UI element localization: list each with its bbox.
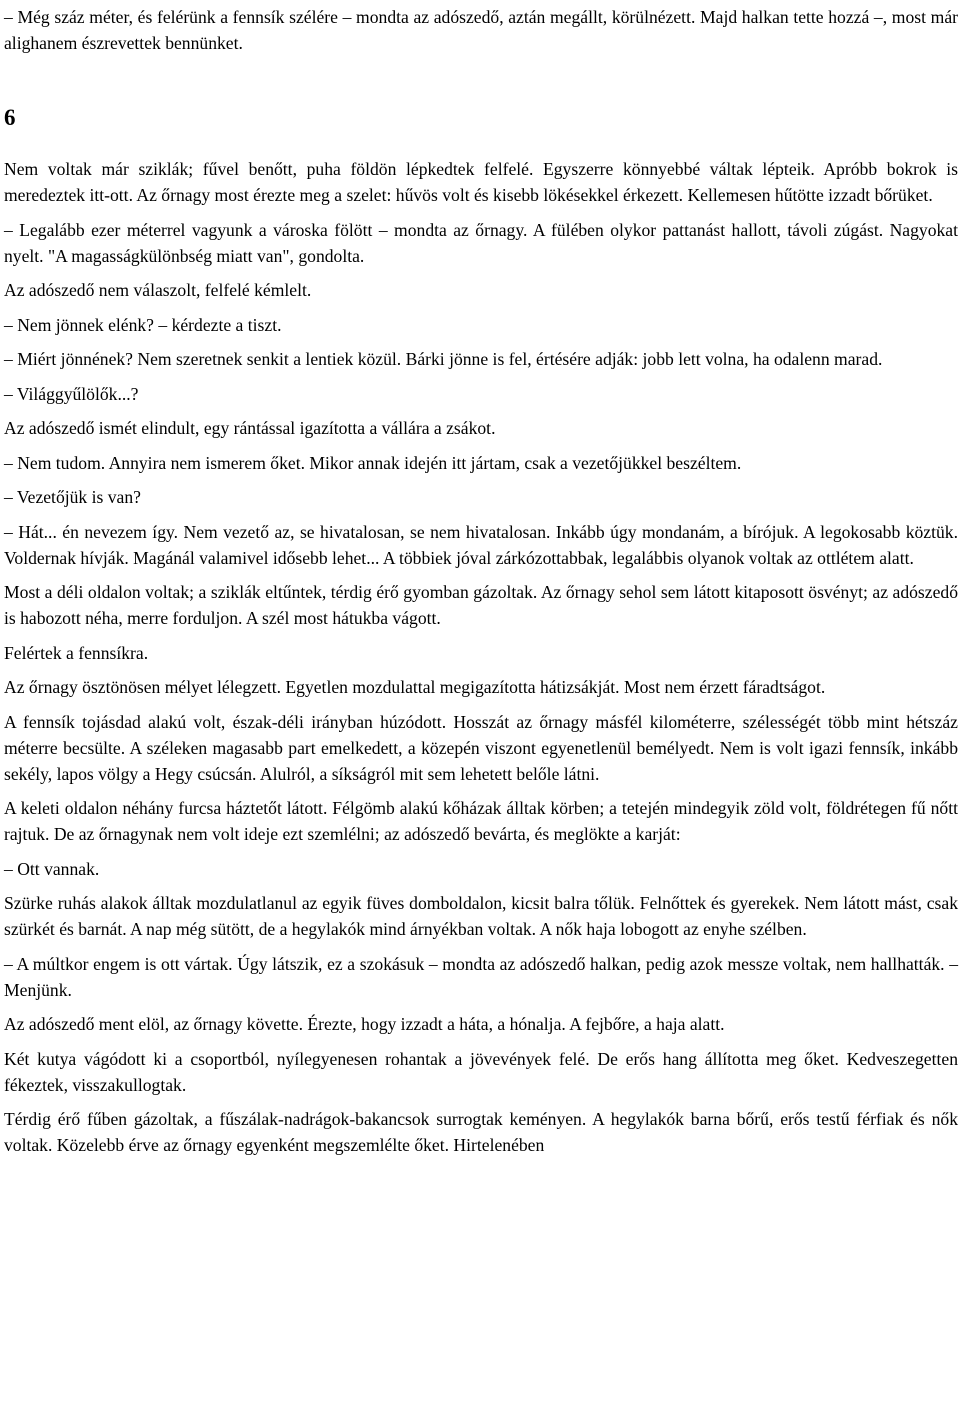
paragraph: – Miért jönnének? Nem szeretnek senkit a lentiek közül. Bárki jönne is fel, értésére adják: jobb lett volna, ha odalenn marad. [4, 349, 883, 369]
paragraph: Két kutya vágódott ki a csoportból, nyílegyenesen rohantak a jövevények felé. De erős hang állította meg őket. Kedveszegetten fékeztek, visszakullogtak. [4, 1048, 958, 1095]
paragraph: – Még száz méter, és felérünk a fennsík szélére – mondta az adószedő, aztán megállt, körülnézett. Majd halkan tette hozzá –, most már alighanem észrevettek bennünket. [4, 7, 958, 53]
paragraph: Az adószedő ismét elindult, egy rántással igazította a vállára a zsákot. [4, 418, 496, 438]
paragraph: Az adószedő ment elöl, az őrnagy követte. Érezte, hogy izzadt a háta, a hónalja. A fejbőre, a haja alatt. [4, 1014, 725, 1034]
paragraph: Az adószedő nem válaszolt, felfelé kémlelt. [4, 280, 312, 300]
document-page [4, 4, 958, 1167]
paragraph: – Ott vannak. [4, 858, 100, 879]
paragraph: – A múltkor engem is ott vártak. Úgy látszik, ez a szokásuk – mondta az adószedő halkan, pedig azok messze voltak, nem hallhatták. – Menjünk. [4, 953, 958, 1000]
paragraph: – Vezetőjük is van? [4, 487, 141, 507]
paragraph: Felértek a fennsíkra. [4, 642, 149, 663]
paragraph: Térdig érő fűben gázoltak, a fűszálak-nadrágok-bakancsok surrogtak keményen. A hegylakók barna bőrű, erős testű férfiak és nők voltak. Közelebb érve az őrnagy egyenként megszemlélte őket. Hirtelenében [4, 1109, 958, 1155]
chapter-heading: 6 [4, 105, 16, 130]
paragraph: – Nem tudom. Annyira nem ismerem őket. Mikor annak idején itt jártam, csak a vezetőjükkel beszéltem. [4, 452, 742, 473]
paragraph: A fennsík tojásdad alakú volt, észak-déli irányban húzódott. Hosszát az őrnagy másfél kilométerre, szélességét több mint hétszáz méterre becsülte. A széleken magasabb part emelkedett, a közepén viszont egyenetlenül bemélyedt. Nem is volt igazi fennsík, inkább sekély, lapos völgy a Hegy csúcsán. Alulról, a síkságról mit sem lehetett belőle látni. [4, 711, 958, 784]
paragraph: Most a déli oldalon voltak; a sziklák eltűntek, térdig érő gyomban gázoltak. Az őrnagy sehol sem látott kitaposott ösvényt; az adószedő is habozott néha, merre forduljon. A szél most hátukba vágott. [4, 582, 958, 628]
paragraph: – Legalább ezer méterrel vagyunk a városka fölött – mondta az őrnagy. A fülében olykor pattanást hallott, távoli zúgást. Nagyokat nyelt. "A magasságkülönbség miatt van", gondolta. [4, 219, 958, 266]
paragraph: – Világgyűlölők...? [4, 383, 139, 404]
paragraph: – Nem jönnek elénk? – kérdezte a tiszt. [4, 314, 282, 335]
paragraph: A keleti oldalon néhány furcsa háztetőt látott. Félgömb alakú kőházak álltak körben; a tetején mindegyik zöld volt, földrétegen fű nőtt rajtuk. De az őrnagynak nem volt ideje ezt szemlélni; az adószedő bevárta, és meglökte a karját: [4, 798, 958, 844]
paragraph: Az őrnagy ösztönösen mélyet lélegzett. Egyetlen mozdulattal megigazította hátizsákját. Most nem érzett fáradtságot. [4, 677, 826, 697]
paragraph: Nem voltak már sziklák; fűvel benőtt, puha földön lépkedtek felfelé. Egyszerre könnyebbé váltak lépteik. Apróbb bokrok is meredeztek itt-ott. Az őrnagy most érezte meg a szelet: hűvös volt és kisebb lökésekkel érkezett. Kellemesen hűtötte izzadt bőrüket. [4, 159, 958, 205]
paragraph: Szürke ruhás alakok álltak mozdulatlanul az egyik füves domboldalon, kicsit balra tőlük. Felnőttek és gyerekek. Nem látott mást, csak szürkét és barnát. A nap még sütött, de a hegylakók mind árnyékban voltak. A nők haja lobogott az enyhe szélben. [4, 893, 958, 939]
paragraph: – Hát... én nevezem így. Nem vezető az, se hivatalosan, se nem hivatalosan. Inkább úgy mondanám, a bírójuk. A legokosabb köztük. Voldernak hívják. Magánál valamivel idősebb lehet... A többiek jóval zárkózottabbak, legalábbis olyanok voltak az ottlétem alatt. [4, 521, 958, 568]
